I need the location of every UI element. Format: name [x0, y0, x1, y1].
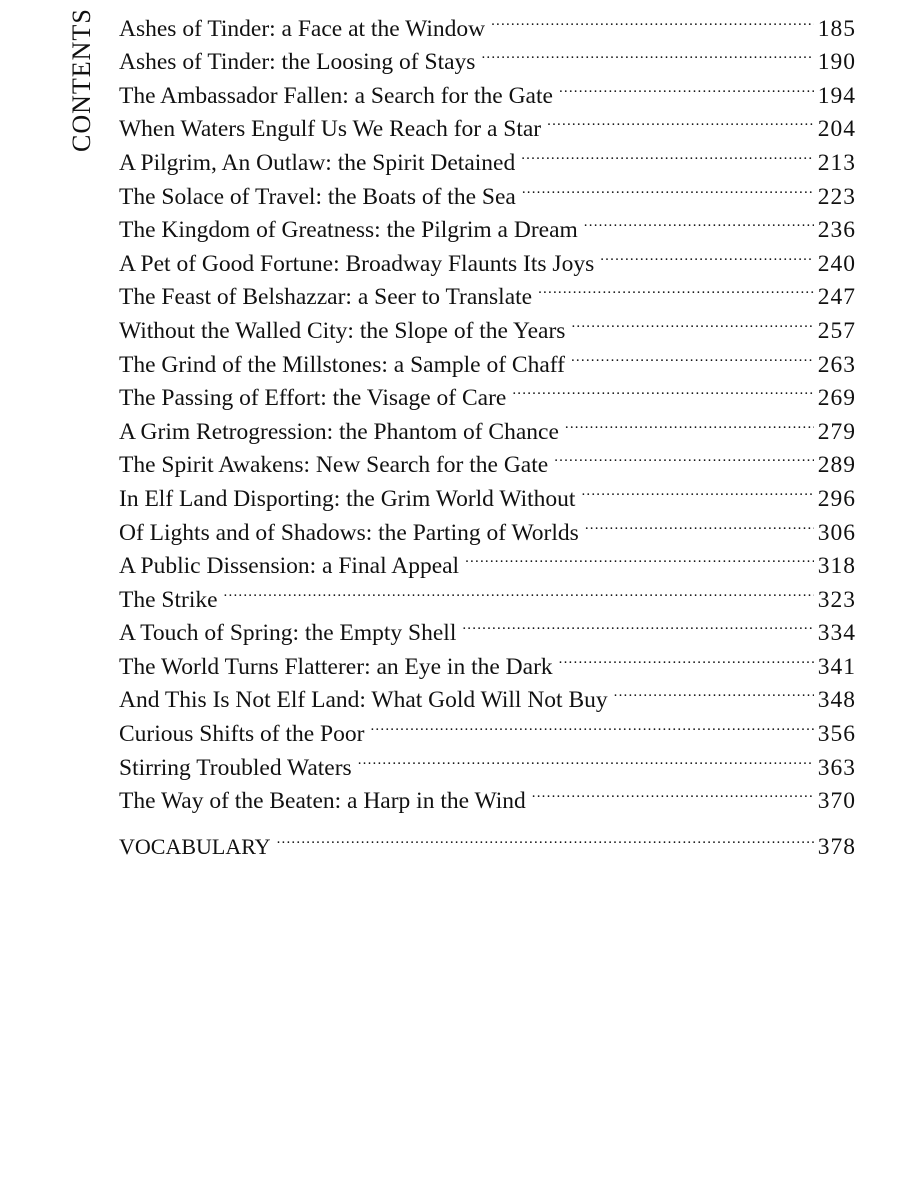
toc-leader-dots — [522, 170, 814, 204]
toc-leader-dots — [614, 674, 814, 708]
toc-entry-page: 334 — [817, 620, 856, 647]
toc-entry-title: VOCABULARY — [119, 833, 271, 859]
toc-entry-page: 185 — [817, 15, 856, 42]
toc-leader-dots — [554, 439, 814, 473]
toc-leader-dots — [277, 820, 814, 854]
toc-entry-page: 223 — [817, 183, 856, 210]
toc-entry-title: The Way of the Beaten: a Harp in the Wind — [119, 788, 526, 815]
toc-leader-dots — [600, 237, 814, 271]
toc-leader-dots — [571, 304, 813, 338]
toc-entry[interactable] — [119, 573, 856, 613]
toc-entry-title: Stirring Troubled Waters — [119, 754, 352, 781]
toc-leader-dots — [224, 573, 814, 607]
toc-entry-page: 240 — [817, 250, 856, 277]
toc-leader-dots — [512, 372, 813, 406]
toc-leader-dots — [581, 472, 813, 506]
toc-entry-page: 318 — [817, 553, 856, 580]
toc-leader-dots — [462, 607, 813, 641]
toc-entry-page: 247 — [817, 284, 856, 311]
toc-leader-dots — [585, 506, 814, 540]
toc-entry-title: Curious Shifts of the Poor — [119, 721, 365, 748]
toc-entry-title: The Spirit Awakens: New Search for the Gate — [119, 452, 549, 479]
toc-leader-dots — [521, 136, 814, 170]
toc-entry-vocabulary[interactable] — [119, 820, 856, 860]
toc-entry-page: 378 — [817, 833, 856, 860]
toc-entry-title: In Elf Land Disporting: the Grim World Without — [119, 485, 576, 512]
toc-entry-title: Of Lights and of Shadows: the Parting of Worlds — [119, 519, 579, 546]
toc-entry-page: 296 — [817, 485, 856, 512]
toc-entry-page: 194 — [817, 82, 856, 109]
toc-entry-title: The Feast of Belshazzar: a Seer to Translate — [119, 284, 533, 311]
toc-entry-page: 289 — [817, 452, 856, 479]
toc-entry-page: 363 — [817, 754, 856, 781]
toc-entry-page: 257 — [817, 317, 856, 344]
toc-entry-title: When Waters Engulf Us We Reach for a Star — [119, 116, 542, 143]
toc-entry-title: The Passing of Effort: the Visage of Care — [119, 385, 507, 412]
toc-leader-dots — [465, 540, 814, 574]
toc-entry-title: Ashes of Tinder: the Loosing of Stays — [119, 49, 476, 76]
toc-entry-title: The Ambassador Fallen: a Search for the Gate — [119, 82, 553, 109]
toc-entry-title: The Strike — [119, 586, 218, 613]
toc-entry-page: 279 — [817, 418, 856, 445]
toc-leader-dots — [565, 405, 814, 439]
toc-leader-dots — [491, 2, 814, 36]
toc-entry-title: A Pilgrim, An Outlaw: the Spirit Detained — [119, 149, 516, 176]
toc-leader-dots — [584, 204, 814, 238]
toc-leader-dots — [559, 640, 814, 674]
toc-entry-title: The Grind of the Millstones: a Sample of Chaff — [119, 351, 565, 378]
toc-leader-dots — [547, 103, 814, 137]
toc-entry-page: 263 — [817, 351, 856, 378]
toc-entry-title: Ashes of Tinder: a Face at the Window — [119, 15, 486, 42]
toc-entry-page: 269 — [817, 385, 856, 412]
toc-entry[interactable] — [119, 607, 856, 647]
table-of-contents — [119, 2, 856, 860]
toc-entry-title: A Public Dissension: a Final Appeal — [119, 553, 460, 580]
toc-entry-page: 213 — [817, 149, 856, 176]
toc-entry-title: The Kingdom of Greatness: the Pilgrim a Dream — [119, 217, 578, 244]
toc-entry-title: A Touch of Spring: the Empty Shell — [119, 620, 457, 647]
toc-entry-page: 323 — [817, 586, 856, 613]
toc-entry-page: 236 — [817, 217, 856, 244]
toc-entry-title: A Grim Retrogression: the Phantom of Chance — [119, 418, 559, 445]
toc-entry-page: 190 — [817, 49, 856, 76]
toc-entry-page: 370 — [817, 788, 856, 815]
toc-entry-page: 341 — [817, 653, 856, 680]
toc-leader-dots — [481, 36, 813, 70]
toc-leader-dots — [538, 271, 814, 305]
toc-entry[interactable] — [119, 2, 856, 42]
toc-entry-title: A Pet of Good Fortune: Broadway Flaunts Its Joys — [119, 250, 595, 277]
toc-leader-dots — [559, 69, 814, 103]
toc-entry-page: 348 — [817, 687, 856, 714]
toc-entry-page: 204 — [817, 116, 856, 143]
toc-entry-title: The Solace of Travel: the Boats of the Sea — [119, 183, 516, 210]
toc-entry-title: And This Is Not Elf Land: What Gold Will Not Buy — [119, 687, 608, 714]
toc-entry-page: 356 — [817, 721, 856, 748]
toc-leader-dots — [532, 775, 814, 809]
toc-entry-page: 306 — [817, 519, 856, 546]
toc-leader-dots — [358, 741, 814, 775]
contents-side-label: CONTENTS — [67, 8, 96, 152]
toc-leader-dots — [370, 707, 813, 741]
toc-entry-title: Without the Walled City: the Slope of the Years — [119, 317, 566, 344]
toc-leader-dots — [571, 338, 814, 372]
toc-entry-title: The World Turns Flatterer: an Eye in the Dark — [119, 653, 553, 680]
